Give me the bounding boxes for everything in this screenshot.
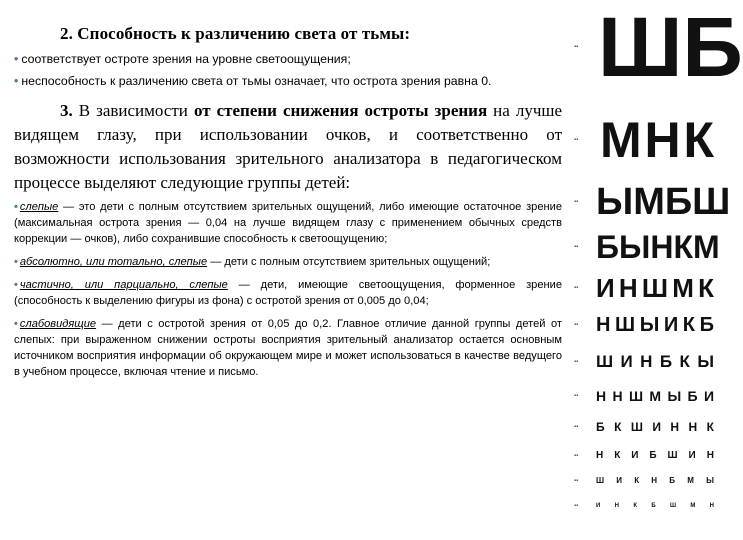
eye-chart-letter: Ш — [596, 352, 614, 371]
eye-chart-letter: Н — [596, 450, 604, 461]
eye-chart-letter: И — [616, 476, 622, 485]
eye-chart-letters — [596, 312, 714, 338]
eye-chart-letter: Н — [650, 229, 674, 265]
eye-chart-letter: М — [649, 388, 662, 404]
group-item — [14, 277, 562, 309]
eye-chart-letter: Ы — [619, 229, 651, 265]
row-marker-icon: ▪▪ — [574, 244, 579, 250]
eye-chart-letter: И — [596, 503, 601, 509]
eye-chart-row — [570, 474, 720, 490]
eye-chart-letter: Н — [688, 420, 698, 434]
eye-chart-letter: Ы — [667, 388, 682, 404]
eye-chart-letter: Б — [669, 476, 676, 485]
bullet-item — [14, 50, 562, 69]
group-term: слабовидящие — [19, 318, 97, 330]
bullet-icon: • — [14, 52, 19, 66]
section-number-3: 3. — [60, 101, 73, 120]
section-paragraph-3 — [14, 99, 562, 195]
eye-chart-letter: Ш — [669, 503, 676, 509]
eye-chart-letter: Н — [596, 314, 611, 336]
eye-chart-letters — [596, 272, 714, 304]
group-term: частично, или парциально, слепые — [19, 279, 228, 291]
section-heading-2: 2. Способность к различению света от тьмы: — [60, 24, 411, 43]
bullet-text: соответствует остроте зрения на уровне светоощущения; — [21, 52, 351, 66]
eye-chart-letter: К — [614, 450, 621, 461]
row-marker-icon: ▪▪ — [574, 285, 579, 291]
eye-chart-row — [570, 350, 720, 375]
para3-post: на лучше видящем глазу, при использовании очков, и соответственно от возможности использования зрительного анализатора в педагогическом процессе выделяют следующие группы детей: — [14, 101, 563, 192]
eye-chart-letters — [596, 228, 720, 266]
eye-chart-letter: Ы — [697, 352, 714, 371]
eye-chart-letters — [596, 418, 714, 436]
eye-chart-letters — [596, 386, 714, 406]
eye-chart-letters — [596, 474, 714, 488]
eye-chart-letter: Ш — [692, 181, 731, 223]
eye-chart-letter: Ы — [706, 476, 714, 485]
group-description: — дети с полным отсутствием зрительных ощущений; — [207, 256, 491, 268]
eye-chart-letter: Н — [618, 273, 638, 303]
eye-chart-letter: Ы — [639, 314, 660, 336]
eye-chart-letter: Ш — [667, 450, 678, 461]
eye-chart-letter: Н — [640, 352, 653, 371]
eye-chart-row — [570, 228, 720, 268]
group-item — [14, 316, 562, 380]
eye-chart-letter: Б — [651, 503, 656, 509]
eye-chart-letter: К — [682, 314, 695, 336]
eye-chart-letter: М — [672, 273, 694, 303]
eye-chart-letter: Н — [612, 388, 623, 404]
row-marker-icon: ▪▪ — [574, 424, 579, 430]
eye-chart-letter: Б — [649, 450, 657, 461]
eye-chart-letter: Ш — [641, 273, 669, 303]
eye-chart-letter: Ш — [598, 0, 683, 94]
eye-chart-row — [570, 180, 731, 226]
eye-chart-letter: М — [600, 112, 642, 168]
eye-chart-letter: Н — [670, 420, 680, 434]
eye-chart-letter: Ы — [596, 181, 634, 223]
groups-list — [14, 199, 562, 380]
eye-chart-row — [570, 0, 743, 94]
eye-chart-letter: Ш — [596, 476, 605, 485]
eye-chart-letter: Б — [682, 0, 743, 94]
bullet-item — [14, 72, 562, 91]
row-marker-icon: ▪▪ — [574, 322, 579, 328]
row-marker-icon: ▪▪ — [574, 137, 579, 143]
eye-chart-letter: Н — [651, 476, 658, 485]
eye-chart-row — [570, 112, 720, 170]
eye-chart-letter: И — [652, 420, 661, 434]
bullets-section-2 — [14, 50, 562, 91]
bullet-icon: • — [14, 279, 18, 291]
group-term: слепые — [19, 201, 59, 213]
eye-chart-letter: М — [633, 181, 665, 223]
eye-chart-letter: Б — [596, 420, 605, 434]
eye-chart-letter: К — [633, 503, 637, 509]
para3-bold: от степени снижения остроты зрения — [193, 101, 488, 120]
bullet-icon: • — [14, 318, 18, 330]
eye-chart-letter: К — [673, 229, 693, 265]
eye-chart-row — [570, 272, 720, 306]
eye-chart-letter: И — [703, 388, 714, 404]
eye-chart-letter: Б — [687, 388, 698, 404]
eye-chart-letter: Б — [659, 352, 673, 371]
eye-chart-letters — [596, 180, 731, 224]
eye-chart-letter: Н — [596, 388, 607, 404]
eye-chart-letter: И — [596, 273, 615, 303]
eye-chart-letter: Б — [664, 181, 693, 223]
eye-chart-letter: К — [698, 273, 714, 303]
eye-chart-letter: Н — [644, 112, 681, 168]
eye-chart-row — [570, 312, 720, 340]
eye-chart-letter: И — [631, 450, 639, 461]
eye-chart-letters — [596, 500, 714, 512]
eye-chart-row — [570, 418, 720, 438]
eye-chart-letter: Н — [709, 503, 714, 509]
eye-chart-row — [570, 500, 720, 514]
bullet-text: неспособность к различению света от тьмы означает, что острота зрения равна 0. — [21, 74, 492, 88]
eye-chart-letter: К — [634, 476, 640, 485]
para3-pre: В зависимости — [72, 101, 194, 120]
eye-chart-letter: Ш — [628, 388, 644, 404]
eye-chart-letters — [600, 112, 714, 168]
eye-chart-letter: М — [692, 229, 720, 265]
eye-chart-letter: К — [706, 420, 714, 434]
group-description: — дети, имеющие светоощущения, форменное зрение (способность к выделению фигуры из фона) с остротой зрения от 0,005 до 0,04; — [14, 279, 562, 307]
eye-chart-letter: И — [688, 450, 696, 461]
row-marker-icon: ▪▪ — [574, 453, 579, 459]
eye-chart-row — [570, 448, 720, 466]
eye-chart-letter: И — [620, 352, 633, 371]
eye-chart-letter: Н — [706, 450, 714, 461]
eye-chart-letter: М — [690, 503, 696, 509]
text-column — [14, 14, 562, 387]
eye-chart — [570, 0, 743, 540]
eye-chart-letter: Н — [614, 503, 619, 509]
group-term: абсолютно, или тотально, слепые — [19, 256, 208, 268]
row-marker-icon: ▪▪ — [574, 199, 579, 205]
eye-chart-letter: М — [687, 476, 694, 485]
eye-chart-letter: Ш — [630, 420, 643, 434]
eye-chart-letter: Ш — [615, 314, 636, 336]
eye-chart-letter: И — [663, 314, 679, 336]
eye-chart-letter: К — [614, 420, 622, 434]
eye-chart-letter: Б — [699, 314, 714, 336]
group-description: — это дети с полным отсутствием зрительных ощущений, либо имеющие остаточное зрение (максимальная острота зрения — 0,04 на лучше видящем глазу с применением обычных средств коррекции — очков), либо сохранившие способность к светоощущению; — [14, 201, 562, 245]
group-description: — дети с остротой зрения от 0,05 до 0,2. Главное отличие данной группы детей от слепых: при выраженном снижении остроты восприятия зрительный анализатор остается основным источником восприятия информации об окружающем мире и может использоваться в качестве ведущего в учебном процессе, включая чтение и письмо. — [14, 318, 562, 378]
eye-chart-letter: К — [679, 352, 690, 371]
row-marker-icon: ▪▪ — [574, 478, 579, 484]
bullet-icon: • — [14, 74, 19, 88]
eye-chart-letter: Б — [596, 229, 619, 265]
group-item — [14, 199, 562, 247]
eye-chart-letters — [598, 0, 743, 94]
bullet-icon: • — [14, 256, 18, 268]
group-item — [14, 254, 562, 270]
bullet-icon: • — [14, 201, 18, 213]
eye-chart-letters — [596, 448, 714, 464]
row-marker-icon: ▪▪ — [574, 44, 579, 50]
row-marker-icon: ▪▪ — [574, 358, 579, 365]
row-marker-icon: ▪▪ — [574, 393, 579, 399]
eye-chart-letter: К — [683, 112, 714, 168]
eye-chart-row — [570, 386, 720, 408]
eye-chart-letters — [596, 350, 714, 373]
row-marker-icon: ▪▪ — [574, 503, 579, 509]
